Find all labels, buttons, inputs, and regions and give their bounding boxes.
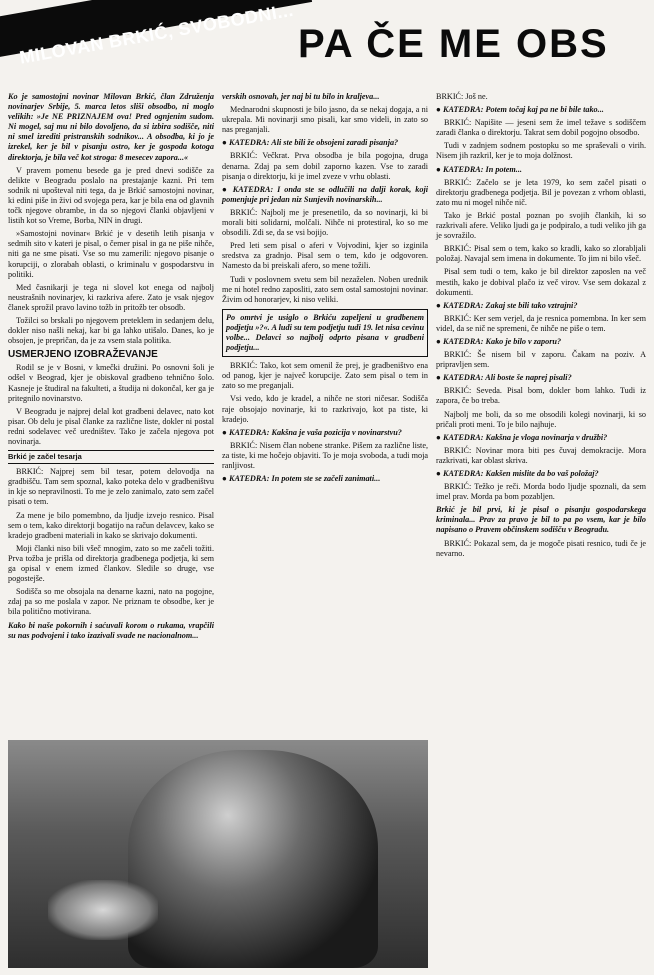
paragraph: Tožilci so brskali po njegovem preteklem in sedanjem delu, dokler niso našli nekaj, kar bi ga lahko utišalo. Danes, ko je obsojen, je prepričan, da je za vsem stala politika.: [8, 315, 214, 346]
paragraph: BRKIĆ: Napišite — jeseni sem že imel težave s sodiščem zaradi članka o direktorju. Takrat sem dobil pogojno obsodbo.: [436, 118, 646, 138]
interview-question: ● KATEDRA: Ali boste še naprej pisali?: [436, 373, 572, 383]
paragraph: Mednarodni skupnosti je bilo jasno, da se nekaj dogaja, a ni ukrepala. Mi novinarji smo pisali, kar smo videli, in zato so nas preganjali.: [222, 105, 428, 135]
paragraph: Sodišča so me obsojala na denarne kazni, nato na pogojne, zdaj pa so me poslala v zapor. Ne priznam te obsodbe, ker je bila politično motivirana.: [8, 587, 214, 617]
paragraph: BRKIĆ: Najbolj me je presenetilo, da so novinarji, ki bi morali biti solidarni, molčali. Nihče ni protestiral, ko so me obsodili. Zdi se, da se vsi bojijo.: [222, 207, 428, 238]
interview-question: ● KATEDRA: Ali ste bili že obsojeni zaradi pisanja?: [222, 138, 399, 148]
paragraph: V pravem pomenu besede ga je pred dnevi sodišče za delikte v Beogradu poslalo na prestajanje kazni. Pri tem sodnik ni upošteval niti tega, da je Brkić samostojni novinar, ki edini piše in živi od svojega pera, kar je bila ena od glavnih točk njegove obrambe, in da so njegovi članki objavljeni v listih kot so Vreme, Borba, NIN in drugi.: [8, 165, 214, 226]
paragraph: Za mene je bilo pomembno, da ljudje izvejo resnico. Pisal sem o tem, kako direktorji bogatijo na račun delavcev, kako se kradejo gradbeni materiali in kako se skrivajo dokumenti.: [8, 510, 214, 540]
portrait-figure: [128, 750, 378, 968]
article-header: [0, 0, 654, 92]
bold-paragraph: Brkić je bil prvi, ki je pisal o pisanju gospodarskega kriminala... Prav za pravo je bil to pa po vsem, kar je bilo napisano o Pravem občinskem sodišču v Beogradu.: [436, 505, 646, 535]
paragraph: Najbolj me boli, da so me obsodili kolegi novinarji, ki so pričali proti meni. To je bilo najhuje.: [436, 409, 646, 429]
interview-question: ● KATEDRA: In potem ste se začeli zanimati...: [222, 474, 381, 484]
headline: PA ČE ME OBS: [298, 22, 609, 66]
paragraph: BRKIĆ: Seveda. Pisal bom, dokler bom lahko. Tudi iz zapora, če bo treba.: [436, 386, 646, 406]
paragraph: BRKIĆ: Večkrat. Prva obsodba je bila pogojna, druga denarna. Zdaj pa sem dobil zaporno kazen. Vse to zaradi pisanja o direktorju, ki je imel zveze v vrhu oblasti.: [222, 151, 428, 181]
paragraph: BRKIĆ: Začelo se je leta 1979, ko sem začel pisati o direktorju gradbenega podjetja. Bil je povezan z vrhom oblasti, zato mu ni mogel nihče nič.: [436, 177, 646, 207]
interview-question: ● KATEDRA: Potem točaj kaj pa ne bi bile tako...: [436, 105, 604, 115]
paragraph: Vsi vedo, kdo je kradel, a nihče ne stori ničesar. Sodišča raje obsojajo novinarje, ki to razkrivajo, kot pa tiste, ki kradejo.: [222, 394, 428, 424]
paragraph: Tako je Brkić postal poznan po svojih člankih, ki so razkrivali afere. Veliko ljudi ga je podpiralo, a tudi veliko jih ga je sovražilo.: [436, 210, 646, 241]
paragraph: V Beogradu je najprej delal kot gradbeni delavec, nato kot pisar. Ob delu je pisal članke za različne liste, dokler ni postal redni sodelavec več uredništev. Tako je začela njegova pot novinarja.: [8, 406, 214, 446]
paragraph: »Samostojni novinar« Brkić je v desetih letih pisanja v sedmih sito v kateri je pisal, o čemer pisal in ga ne piše nihče, niti ga ne sme pisati. Vse so mu zamerili: njegovo pisanje o korupciji, o zlorabah oblasti, o kriminalu v gospodarstvu in politiki.: [8, 229, 214, 279]
paragraph: BRKIĆ: Tako, kot sem omenil že prej, je gradbeništvo ena od panog, kjer je največ korupcije. Zato sem pisal o tem in zato so me preganjali.: [222, 361, 428, 391]
paragraph: verskih osnovah, jer naj bi tu bilo in kraljeva...: [222, 92, 380, 101]
portrait-photo: [8, 740, 428, 968]
lead-paragraph: Ko je samostojni novinar Milovan Brkić, član Združenja novinarjev Srbije, 5. marca letos sliši obsodbo, ni moglo velikih: »Je NE PRIZNAJEM ova! Pred ognjenim sudom. Ni mogel, saj mu ni bilo dovoljeno, da si izbira sodišče, niti ni smel izrediti pristranskih sodnikov... A obsodba, ki jo je izrekel, ker je bil v pisanju ostro, ker je gospoda kotoga direktorja, je bila več kot stroga: 8 mesecev zapora...«: [8, 92, 214, 162]
paragraph: BRKIĆ: Pokazal sem, da je mogoče pisati resnico, tudi če je nevarno.: [436, 538, 646, 558]
paragraph: Tudi v poslovnem svetu sem bil nezaželen. Noben urednik me ni hotel redno zaposliti, zato sem ostal samostojni novinar. Živim od honorarjev, ki niso veliki.: [222, 274, 428, 304]
interview-question: ● KATEDRA: I onda ste se odlučili na dalji korak, koji pomenjuje pri jedan niz Sunjevih novinarskih...: [222, 184, 428, 204]
interview-question: ● KATEDRA: Zakaj ste bili tako vztrajni?: [436, 300, 578, 310]
paragraph: Med časnikarji je tega ni slovel kot enega od najbolj neustrašnih novinarjev, ki razkriva afere. Zato je vsak njegov članek sprožil pravo lavino tožb in pritožb ter obsodb.: [8, 282, 214, 312]
section-heading: USMERJENO IZOBRAŽEVANJE: [8, 349, 158, 361]
column-1: [8, 92, 214, 644]
column-3: [436, 92, 646, 562]
paragraph: Tudi v zadnjem sodnem postopku so me spraševali o virih. Nisem jih razkril, ker je to moja dolžnost.: [436, 141, 646, 161]
highlight-box: Po omrtvi je usiglo o Brkiću zapeljeni u gradbenem podjetju »?«. A ludi su tem podjetju tudi 19. let nisa cevinu volbe... Delavci so najbolj odprto pisana v gradbeni podjetju...: [222, 309, 428, 357]
header-name: MILOVAN BRKIĆ, SVOBODNI...: [18, 0, 295, 68]
paragraph: Pisal sem tudi o tem, kako je bil direktor zaposlen na več mestih, kako je dobival plačo iz več virov. Vse sem dokazal z dokumenti.: [436, 267, 646, 297]
portrait-hand: [48, 880, 158, 940]
interview-question: ● KATEDRA: Kakšna je vloga novinarja v družbi?: [436, 432, 608, 442]
paragraph: BRKIĆ: Novinar mora biti pes čuvaj demokracije. Mora razkrivati, kar oblast skriva.: [436, 445, 646, 465]
interview-question: ● KATEDRA: Kako je bilo v zaporu?: [436, 336, 562, 346]
paragraph: BRKIĆ: Težko je reči. Morda bodo ljudje spoznali, da sem imel prav. Morda pa bom pozabljen.: [436, 482, 646, 502]
paragraph: BRKIĆ: Pisal sem o tem, kako so kradli, kako so zlorabljali položaj. Navajal sem imena in dokumente. To jim ni bilo všeč.: [436, 244, 646, 264]
paragraph: BRKIĆ: Nisem član nobene stranke. Pišem za različne liste, za tiste, ki me hočejo objaviti. To je moja svoboda, a tudi moja ranljivost.: [222, 440, 428, 470]
bold-paragraph: Kako bi naše pokornih i saćuvali korom o rukama, vrapčili su nas podvojeni i tako izazivali svade ne nacionalnom...: [8, 620, 214, 640]
paragraph: Rodil se je v Bosni, v kmečki družini. Po osnovni šoli je odšel v Beograd, kjer je obiskoval gradbeno tehnično šolo. Kasneje je študiral na fakulteti, a študija ni dokončal, ker ga je pritegnilo novinarstvo.: [8, 363, 214, 403]
paragraph: Moji članki niso bili všeč mnogim, zato so me začeli tožiti. Prva tožba je prišla od direktorja gradbenega podjetja, ki sem ga opisal v enem izmed člankov. Sledile so druge, vse pogostejše.: [8, 543, 214, 584]
interview-question: ● KATEDRA: In potem...: [436, 164, 522, 174]
column-2: [222, 92, 428, 487]
paragraph: Pred leti sem pisal o aferi v Vojvodini, kjer so izginila sredstva za gradnjo. Pisal sem o tem, kdo je odgovoren. Namesto da bi preiskali afero, so mene tožili.: [222, 241, 428, 271]
paragraph: BRKIĆ: Še nisem bil v zaporu. Čakam na poziv. A pripravljen sem.: [436, 350, 646, 370]
paragraph: BRKIĆ: Ker sem verjel, da je resnica pomembna. In ker sem videl, da se nič ne spremeni, če nihče ne piše o tem.: [436, 313, 646, 333]
interview-question: ● KATEDRA: Kakšen mislite da bo vaš položaj?: [436, 469, 599, 478]
interview-question: ● KATEDRA: Kakšna je vaša pozicija v novinarstvu?: [222, 427, 402, 437]
subheading-bar: Brkić je začel tesarja: [8, 450, 214, 464]
paragraph: BRKIĆ: Najprej sem bil tesar, potem delovodja na gradbišču. Tam sem spoznal, kako poteka delo v gradbeništvu in kje so nepravilnosti. To me je zelo zanimalo, zato sem začel pisati o tem.: [8, 467, 214, 507]
paragraph: BRKIĆ: Još ne.: [436, 92, 488, 101]
